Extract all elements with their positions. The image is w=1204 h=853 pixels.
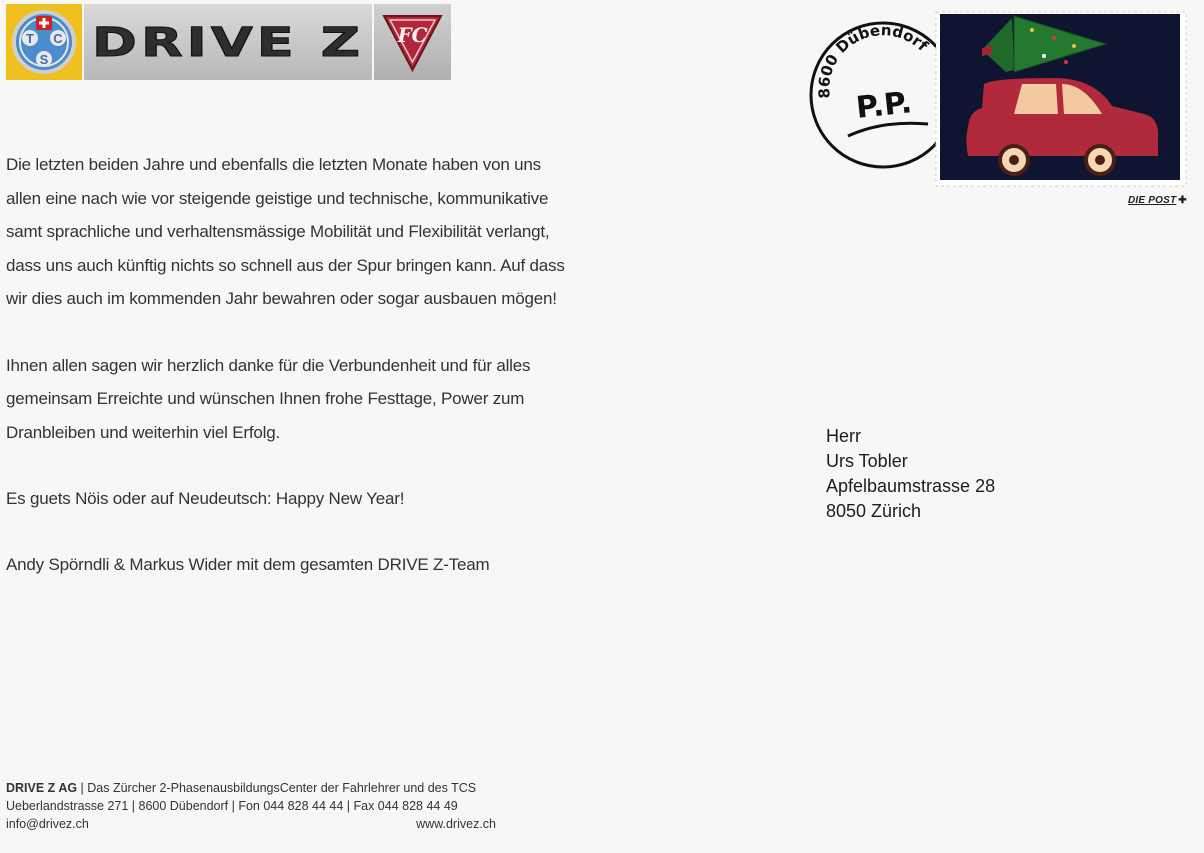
footer-line-1: [6, 779, 496, 797]
postmark-place: 8600 Dübendorf: [815, 21, 932, 100]
address-name: Urs Tobler: [826, 451, 908, 471]
postmark-code: P.P.: [854, 85, 914, 126]
christmas-car-stamp: [934, 10, 1188, 188]
tcs-letter-t: T: [26, 31, 34, 46]
letter-signature: Andy Spörndli & Markus Wider mit dem gesamten DRIVE Z-Team: [6, 554, 490, 574]
sender-footer: [6, 779, 496, 833]
text-line: gemeinsam Erreichte und wünschen Ihnen frohe Festtage, Power zum: [6, 389, 525, 408]
text-line: dass uns auch künftig nichts so schnell aus der Spur bringen kann. Auf dass: [6, 255, 565, 275]
text-line: Ihnen allen sagen wir herzlich danke für die Verbundenheit und für alles: [6, 355, 531, 375]
tcs-logo: [6, 4, 82, 80]
footer-website[interactable]: www.drivez.ch: [416, 817, 496, 831]
address-salutation: Herr: [826, 426, 861, 446]
address-street: Apfelbaumstrasse 28: [826, 476, 996, 496]
text-line: Die letzten beiden Jahre und ebenfalls die letzten Monate haben von uns: [6, 155, 541, 174]
text-line: allen eine nach wie vor steigende geistige und technische, kommunikative: [6, 188, 549, 208]
address-city: 8050 Zürich: [826, 501, 922, 521]
die-post-label: DIE POST: [1128, 195, 1177, 206]
drive-z-logo: [84, 4, 372, 80]
footer-line-3: [6, 815, 496, 833]
footer-line-2: Ueberlandstrasse 271 | 8600 Dübendorf | Fon 044 828 44 44 | Fax 044 828 44 49: [6, 799, 458, 813]
footer-company: DRIVE Z AG: [6, 781, 78, 795]
swiss-cross-icon: ✚: [1178, 195, 1187, 206]
tcs-letter-c: C: [53, 31, 63, 46]
text-line: Dranbleiben und weiterhin viel Erfolg.: [6, 422, 281, 442]
footer-email[interactable]: info@drivez.ch: [6, 817, 89, 831]
tcs-letter-s: S: [39, 52, 49, 67]
letter-greeting: Es guets Nöis oder auf Neudeutsch: Happy New Year!: [6, 489, 405, 508]
die-post-brand: [1128, 195, 1187, 206]
text-line: samt sprachliche und verhaltensmässige Mobilität und Flexibilität verlangt,: [6, 222, 550, 241]
footer-company-desc: | Das Zürcher 2-PhasenausbildungsCenter der Fahrlehrer und des TCS: [77, 781, 477, 795]
svg-text:8600 Dübendorf: [815, 21, 932, 99]
fc-shield-logo: [374, 4, 451, 80]
letter-paragraph-2: [6, 349, 606, 450]
letter-body: [6, 148, 606, 614]
drive-z-wordmark: DRIVE Z: [92, 20, 364, 66]
fc-mark-text: FC: [397, 23, 428, 47]
letter-paragraph-1: [6, 148, 606, 316]
recipient-address: [826, 424, 995, 524]
text-line: wir dies auch im kommenden Jahr bewahren oder sogar ausbauen mögen!: [6, 289, 557, 308]
